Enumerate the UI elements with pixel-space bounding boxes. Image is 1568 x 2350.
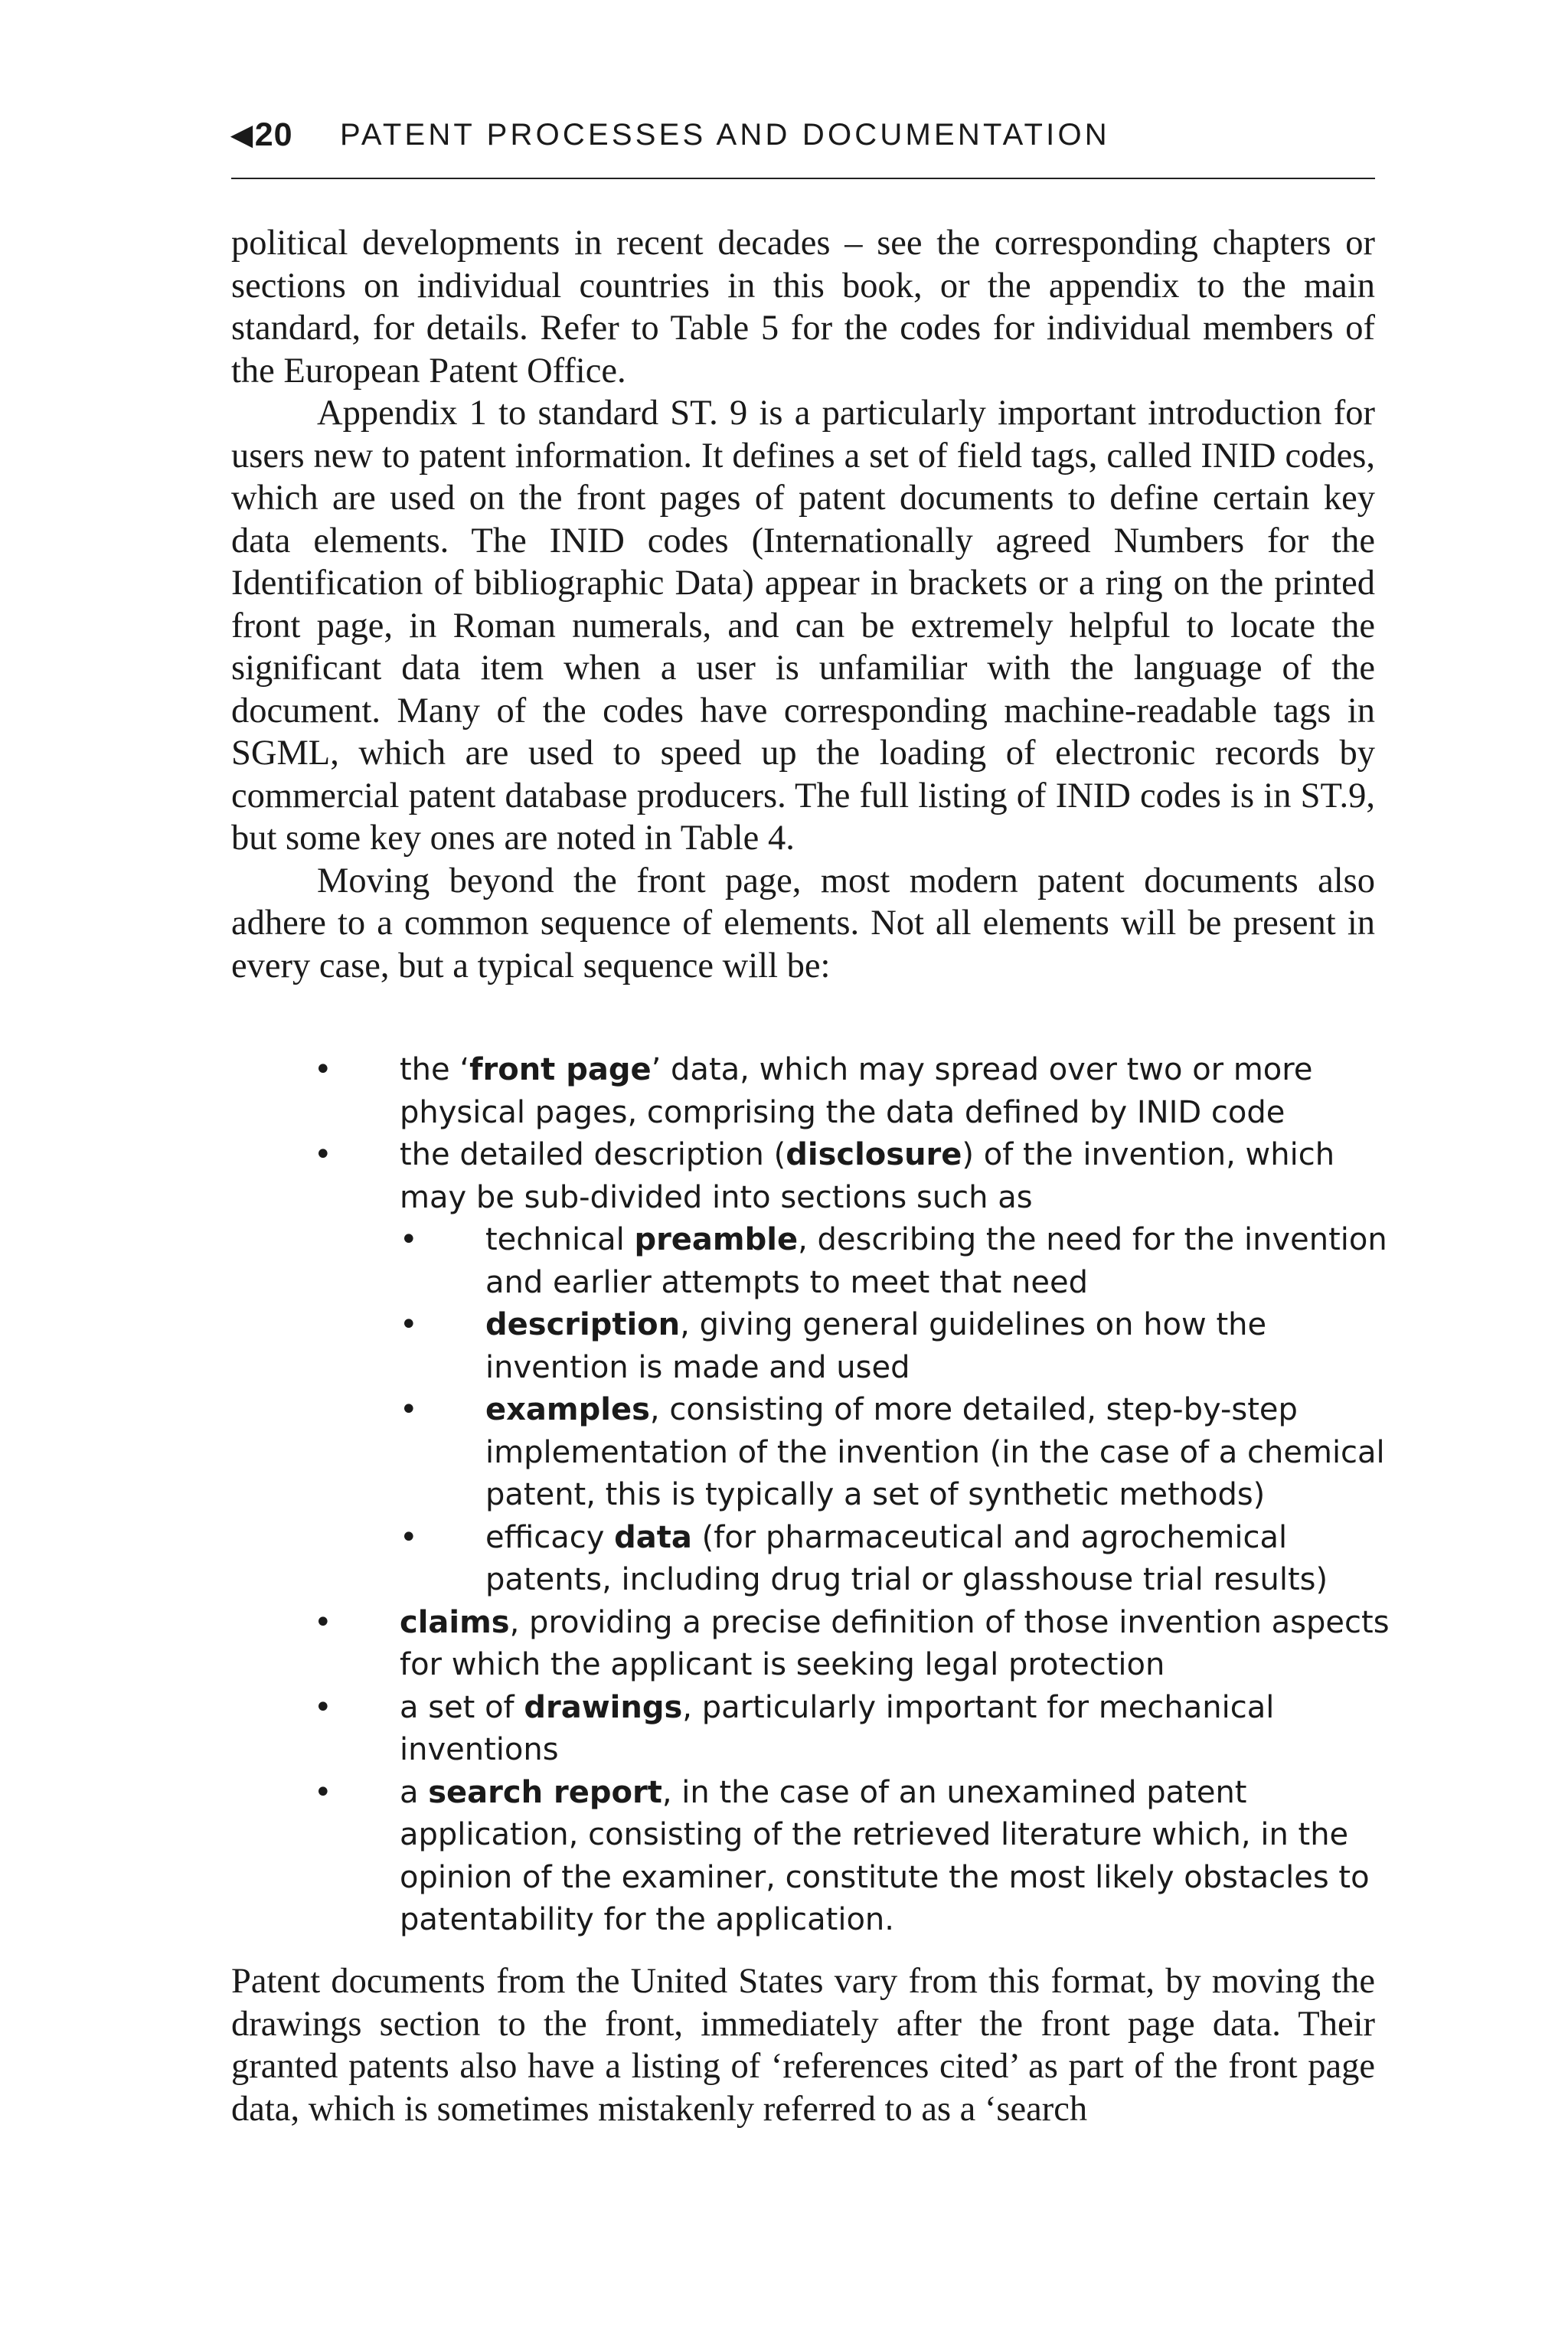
element-sequence-list: [231, 1049, 1410, 1942]
bullet: •: [314, 1604, 332, 1640]
sub-list-item: • technical preamble, describing the need for the invention and earlier attempts to meet that need: [231, 1219, 1410, 1304]
bullet: •: [400, 1307, 418, 1342]
paragraph-1: political developments in recent decades – see the corresponding chapters or sections on individual countries in this book, or the appendix to the main standard, for details. Refer to Table 5 for the codes for individual members of the European Patent Office.: [231, 224, 1375, 391]
body-text-bottom: [231, 1960, 1375, 2130]
list-item: • a set of drawings, particularly important for mechanical inventions: [231, 1687, 1410, 1772]
bullet: •: [314, 1137, 332, 1172]
left-triangle-icon: ◀: [231, 119, 253, 150]
paragraph-3: Moving beyond the front page, most modern patent documents also adhere to a common sequence of elements. Not all elements will be present in every case, but a typical sequence will be:: [231, 861, 1375, 985]
page-number: ◀20: [231, 116, 293, 153]
sub-list-item: • description, giving general guidelines on how the invention is made and used: [231, 1304, 1410, 1389]
running-header: [231, 115, 1375, 179]
paragraph-4: Patent documents from the United States vary from this format, by moving the drawings section to the front, immediately after the front page data. Their granted patents also have a listing of ‘references cited’ as part of the front page data, which is sometimes mistakenly referred to as a ‘search: [231, 1962, 1375, 2129]
bullet: •: [314, 1774, 332, 1810]
body-text-top: [231, 222, 1375, 987]
list-item: • claims, providing a precise definition of those invention aspects for which the applicant is seeking legal protection: [231, 1602, 1410, 1687]
bullet: •: [314, 1052, 332, 1087]
list-item: • the detailed description (disclosure) of the invention, which may be sub-divided into sections such as: [231, 1134, 1410, 1219]
paragraph-2: Appendix 1 to standard ST. 9 is a particularly important introduction for users new to patent information. It defines a set of field tags, called INID codes, which are used on the front pages of patent documents to define certain key data elements. The INID codes (Internationally agreed Numbers for the Identification of bibliographic Data) appear in brackets or a ring on the printed front page, in Roman numerals, and can be extremely helpful to locate the significant data item when a user is unfamiliar with the language of the document. Many of the codes have corresponding machine-readable tags in SGML, which are used to speed up the loading of electronic records by commercial patent database producers. The full listing of INID codes is in ST.9, but some key ones are noted in Table 4.: [231, 394, 1375, 858]
bullet: •: [400, 1519, 418, 1555]
running-title: PATENT PROCESSES AND DOCUMENTATION: [340, 118, 1110, 152]
bullet: •: [314, 1689, 332, 1725]
sub-list-item: • examples, consisting of more detailed, step-by-step implementation of the invention (in the case of a chemical patent, this is typically a set of synthetic methods): [231, 1389, 1410, 1517]
list-item: • the ‘front page’ data, which may spread over two or more physical pages, comprising the data defined by INID code: [231, 1049, 1410, 1134]
sub-list-item: • efficacy data (for pharmaceutical and agrochemical patents, including drug trial or glasshouse trial results): [231, 1517, 1410, 1602]
bullet: •: [400, 1222, 418, 1257]
bullet: •: [400, 1392, 418, 1427]
list-item: • a search report, in the case of an unexamined patent application, consisting of the retrieved literature which, in the opinion of the examiner, constitute the most likely obstacles to patentability for the application.: [231, 1772, 1410, 1942]
